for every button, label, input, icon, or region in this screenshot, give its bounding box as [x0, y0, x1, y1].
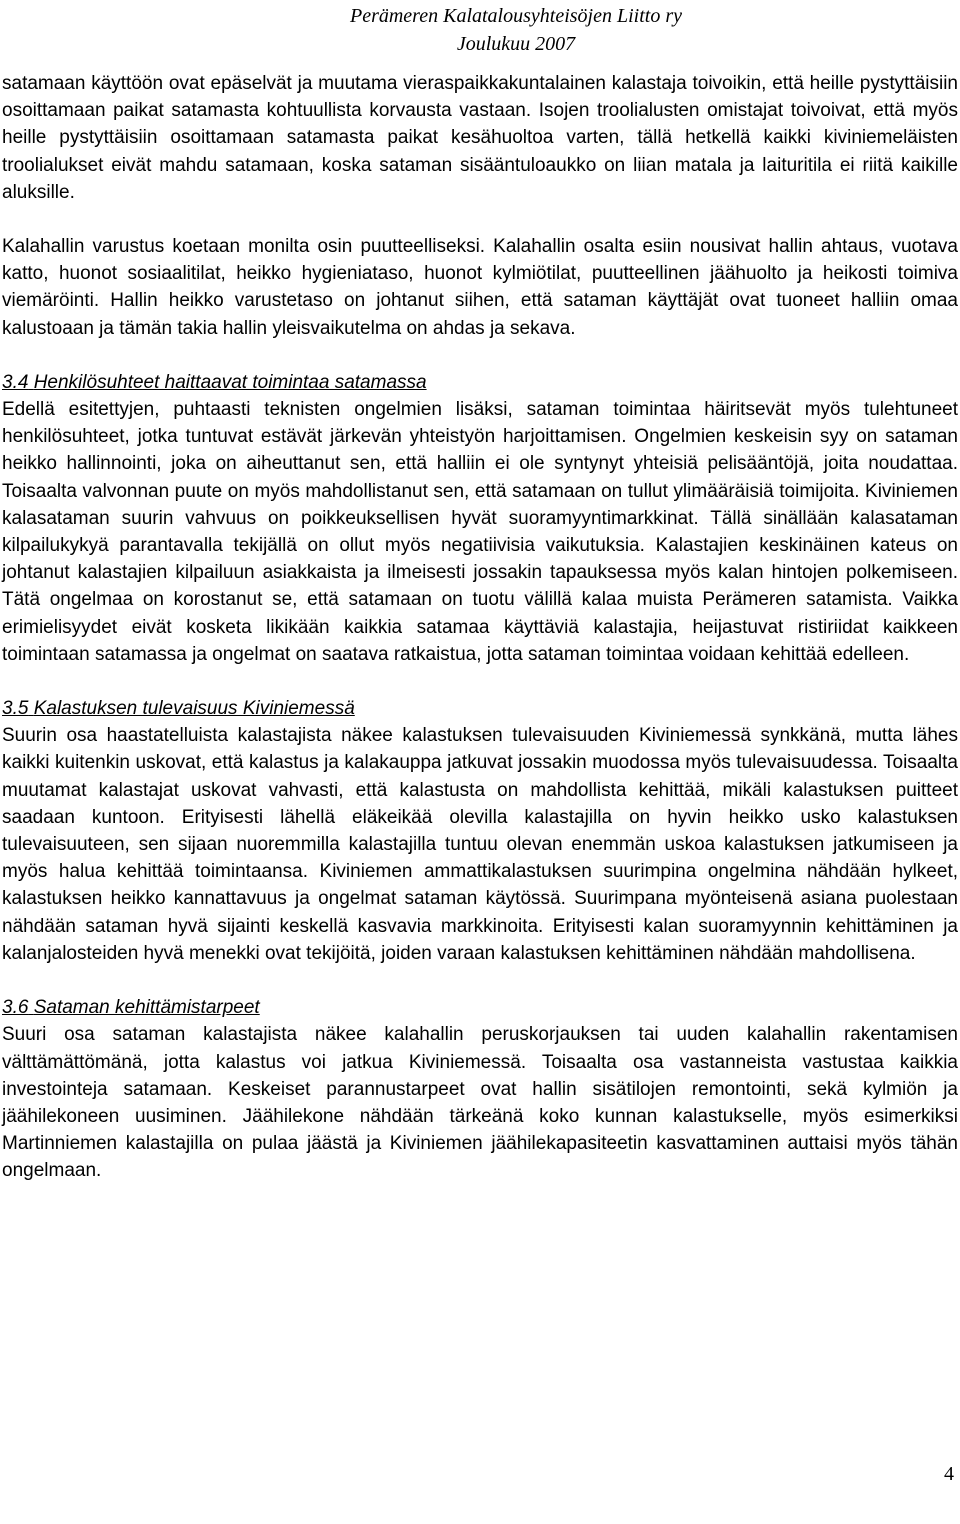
intro-paragraph: satamaan käyttöön ovat epäselvät ja muutama vieraspaikkakuntalainen kalastaja toivoikin, että heille pystyttäisiin osoittamaan paikat satamasta kohtuullista korvausta vastaan. Isojen troolialusten omistajat toivoivat, että myös heille pystyttäisiin osoittamaan satamasta paikat kesähuoltoa varten, tällä hetkellä kaikki kiviniemeläisten troolialukset eivät mahdu satamaan, koska sataman sisääntuloaukko on liian matala ja laituritila ei riitä kaikille aluksille. — [2, 73, 958, 203]
section-heading — [2, 994, 958, 1021]
section-body: Suuri osa sataman kalastajista näkee kalahallin peruskorjauksen tai uuden kalahallin rakentamisen välttämättömänä, jotta kalastus voi jatkua Kiviniemessä. Toisaalta osa vastanneista vastustaa kaikkia investointeja satamaan. Keskeiset parannustarpeet ovat hallin sisätilojen remontointi, sekä kylmiön ja jäähilekoneen uusiminen. Jäähilekone nähdään tärkeänä koko kunnan kalastukselle, myös esimerkiksi Martinniemen kalastajilla on pulaa jäästä ja Kiviniemen jäähilekapasiteetin kasvattaminen auttaisi myös tähän ongelmaan. — [2, 1024, 958, 1182]
hall-paragraph: Kalahallin varustus koetaan monilta osin puutteelliseksi. Kalahallin osalta esiin nousivat hallin ahtaus, vuotava katto, huonot sosiaalitilat, heikko hygieniataso, huonot kylmiötilat, puutteellinen jäähuolto ja heikosti toimiva viemäröinti. Hallin heikko varustetaso on johtanut siihen, että sataman käyttäjät ovat tuoneet halliin omaa kalustoaan ja tämän takia hallin yleisvaikutelma on ahdas ja sekava. — [2, 236, 958, 339]
document-body — [2, 70, 958, 1185]
section-3-6 — [2, 994, 958, 1184]
paragraph-spacer — [2, 342, 958, 369]
section-title: Henkilösuhteet haittaavat toimintaa satamassa — [33, 371, 427, 393]
section-heading — [2, 369, 958, 396]
section-number: 3.5 — [2, 698, 29, 720]
header-organization: Perämeren Kalatalousyhteisöjen Liitto ry — [349, 5, 682, 27]
section-number: 3.6 — [2, 997, 29, 1019]
section-body: Suurin osa haastatelluista kalastajista näkee kalastuksen tulevaisuuden Kiviniemessä synkkänä, mutta lähes kaikki kuitenkin uskovat, että kalastus ja kalakauppa jatkuvat jossakin muodossa myös tulevaisuudessa. Toisaalta muutamat kalastajat uskovat vahvasti, että kalastusta on mahdollista kehittää, mikäli kalastuksen puitteet saadaan kuntoon. Erityisesti lähellä eläkeikää olevilla kalastajilla on hyvin heikko usko kalastuksen tulevaisuuteen, sen sijaan nuoremmilla kalastajilla tuntuu olevan enemmän uskoa kalastuksen jatkumiseen ja myös halua kehittää toimintaansa. Kiviniemen ammattikalastuksen suurimpina ongelmina nähdään hylkeet, kalastuksen heikko kannattavuus ja ongelmat sataman käytössä. Suurimpana myönteisenä asiana puolestaan nähdään sataman hyvä sijainti keskellä kasvavia markkinoita. Erityisesti kalan suoramyynnin kehittäminen ja kalanjalosteiden hyvä menekki ovat tekijöitä, joiden varaan kalastuksen kehittäminen nähdään mahdollisena. — [2, 725, 958, 964]
page-header — [350, 2, 682, 58]
header-date: Joulukuu 2007 — [456, 33, 576, 55]
section-3-4 — [2, 369, 958, 668]
section-number: 3.4 — [2, 371, 29, 393]
section-heading — [2, 695, 958, 722]
section-title: Sataman kehittämistarpeet — [33, 997, 260, 1019]
page-number: 4 — [944, 1463, 954, 1485]
paragraph-spacer — [2, 206, 958, 233]
section-title: Kalastuksen tulevaisuus Kiviniemessä — [33, 698, 355, 720]
section-3-5 — [2, 695, 958, 967]
paragraph-spacer — [2, 668, 958, 695]
paragraph-spacer — [2, 967, 958, 994]
section-body: Edellä esitettyjen, puhtaasti teknisten ongelmien lisäksi, sataman toimintaa häiritsevät myös tulehtuneet henkilösuhteet, jotka tuntuvat estävät järkevän yhteistyön harjoittamisen. Ongelmien keskeisin syy on sataman heikko hallinnointi, joka on aiheuttanut sen, että halliin ei ole syntynyt yhteisiä pelisääntöjä, joita noudattaa. Toisaalta valvonnan puute on myös mahdollistanut sen, että satamaan on tullut ylimääräisiä toimijoita. Kiviniemen kalasataman suurin vahvuus on poikkeuksellisen hyvät suoramyyntimarkkinat. Tällä sinällään kalasataman kilpailukykyä parantavalla tekijällä on ollut myös negatiivisia vaikutuksia. Kalastajien keskinäinen kateus on johtanut kalastajien kilpailuun asiakkaista ja ilmeisesti jossakin tapauksessa myös kalan hintojen polkemiseen. Tätä ongelmaa on korostanut se, että satamaan on tuotu välillä kalaa muista Perämeren satamista. Vaikka erimielisyydet eivät kosketa likikään kaikkia satamaa käyttäviä kalastajia, heijastuvat ristiriidat kaikkeen toimintaan satamassa ja ongelmat on saatava ratkaistua, jotta sataman toimintaa voidaan kehittää edelleen. — [2, 399, 958, 665]
